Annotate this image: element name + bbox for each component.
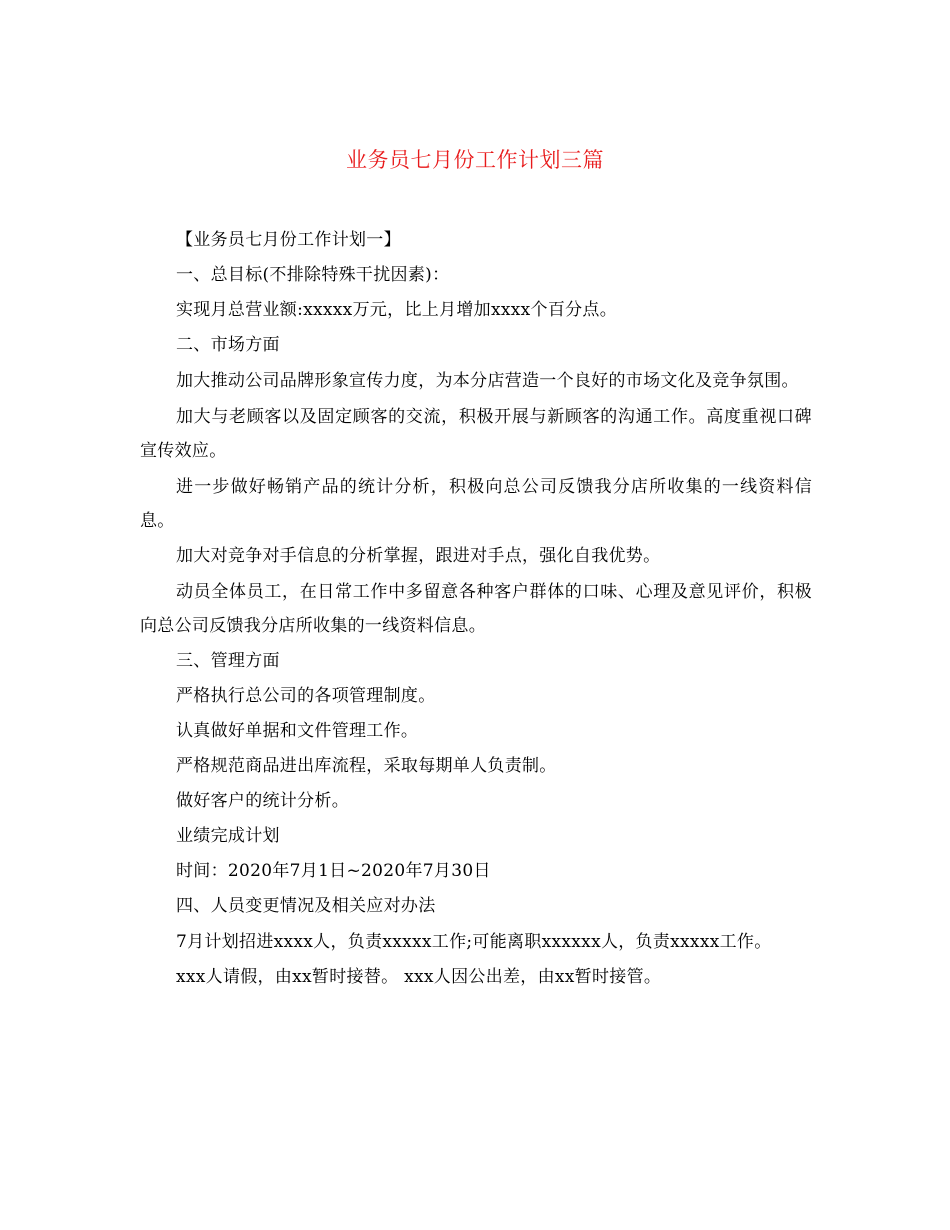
section-heading-performance-plan: 业绩完成计划: [176, 826, 280, 846]
document-body: [140, 231, 812, 1003]
section-heading-market: 二、市场方面: [176, 335, 280, 355]
paragraph-competitor-analysis: 加大对竞争对手信息的分析掌握，跟进对手点，强化自我优势。: [176, 546, 661, 566]
paragraph-staff-mobilization: 动员全体员工，在日常工作中多留意各种客户群体的口味、心理及意见评价，积极向总公司反馈我分店所收集的一线资料信息。: [140, 582, 812, 636]
paragraph-brand-promotion: 加大推动公司品牌形象宣传力度，为本分店营造一个良好的市场文化及竞争氛围。: [176, 371, 799, 391]
paragraph-customer-communication: 加大与老顾客以及固定顾客的交流，积极开展与新顾客的沟通工作。高度重视口碑宣传效应。: [140, 407, 812, 461]
paragraph-hiring-plan: 7月计划招进xxxx人，负责xxxxx工作;可能离职xxxxxx人，负责xxxxx工作。: [176, 932, 772, 952]
paragraph-time-range: 时间：2020年7月1日~2020年7月30日: [176, 861, 491, 881]
paragraph-revenue-target: 实现月总营业额:xxxxx万元，比上月增加xxxx个百分点。: [176, 300, 618, 320]
paragraph-leave-arrangements: xxx人请假，由xx暂时接替。 xxx人因公出差，由xx暂时接管。: [176, 967, 662, 987]
paragraph-sales-analysis: 进一步做好畅销产品的统计分析，积极向总公司反馈我分店所收集的一线资料信息。: [140, 477, 812, 531]
section-heading-management: 三、管理方面: [176, 651, 280, 671]
paragraph-customer-statistics: 做好客户的统计分析。: [176, 791, 349, 811]
paragraph-management-rules: 严格执行总公司的各项管理制度。: [176, 686, 436, 706]
section-heading-staff-changes: 四、人员变更情况及相关应对办法: [176, 896, 436, 916]
section-heading-overall-goal: 一、总目标(不排除特殊干扰因素)：: [176, 265, 450, 285]
paragraph-document-management: 认真做好单据和文件管理工作。: [176, 721, 419, 741]
document-title: 业务员七月份工作计划三篇: [346, 148, 604, 172]
paragraph-inventory-process: 严格规范商品进出库流程，采取每期单人负责制。: [176, 756, 557, 776]
section-heading-plan-one: 【业务员七月份工作计划一】: [176, 230, 401, 250]
